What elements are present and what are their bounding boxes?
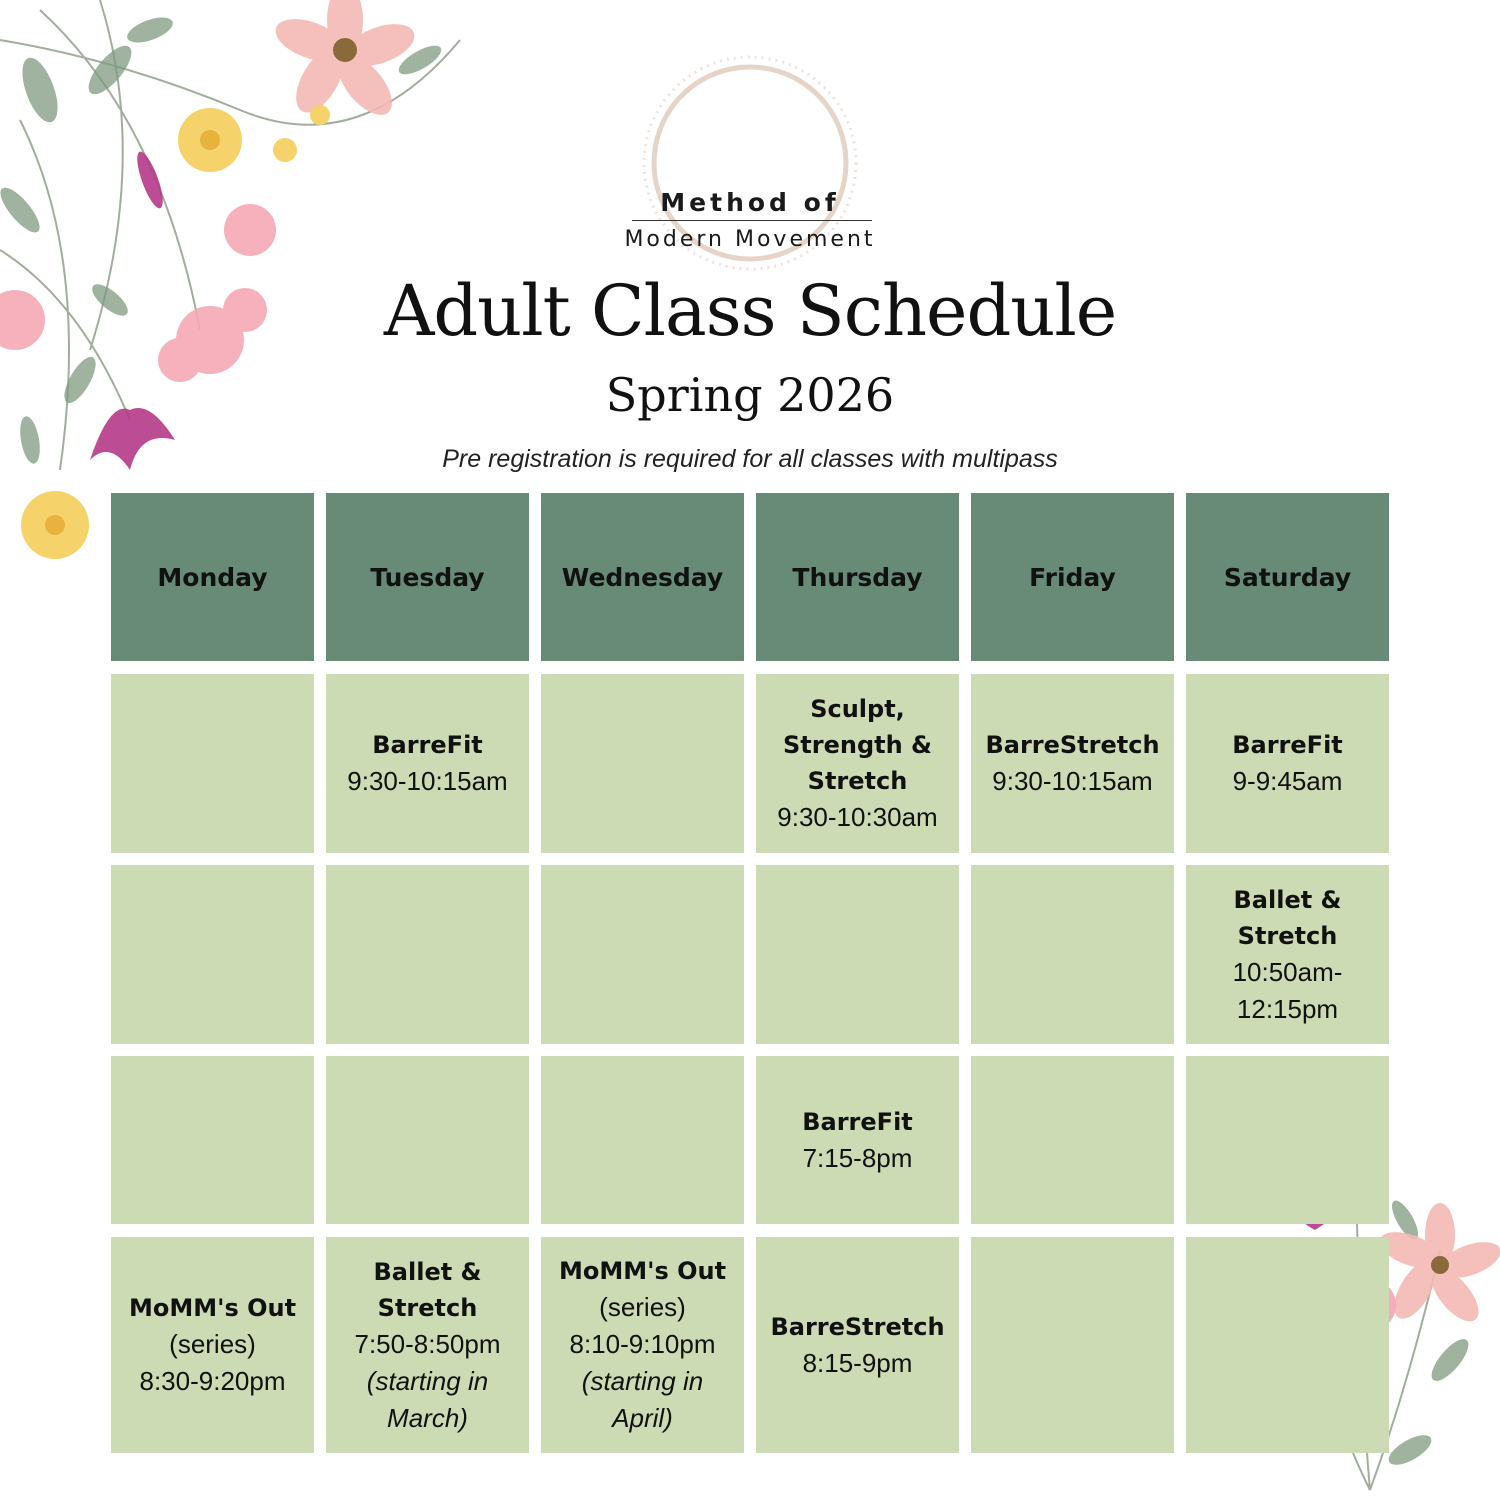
class-time: 9:30-10:15am xyxy=(347,766,508,796)
class-time: (series) xyxy=(169,1329,256,1359)
schedule-cell xyxy=(541,1237,744,1453)
class-note: (starting in xyxy=(366,1365,489,1396)
class-name: BarreFit xyxy=(372,731,483,759)
class-name: BarreFit xyxy=(802,1107,913,1136)
schedule-cell xyxy=(111,1237,314,1453)
schedule-cell xyxy=(1186,865,1389,1044)
class-name: BarreStretch xyxy=(985,731,1160,759)
schedule-cell xyxy=(756,1056,959,1224)
day-header-thursday xyxy=(756,493,959,661)
class-time: (series) xyxy=(599,1292,686,1322)
class-note: March) xyxy=(387,1402,468,1433)
schedule-cell xyxy=(326,1237,529,1453)
class-time: 7:15-8pm xyxy=(802,1142,913,1173)
day-header-label: Friday xyxy=(1029,562,1116,592)
schedule-cell xyxy=(326,1056,529,1224)
class-name: BarreFit xyxy=(1232,731,1343,759)
class-name: Ballet & xyxy=(373,1257,482,1286)
day-header-wednesday xyxy=(541,493,744,661)
schedule-cell xyxy=(756,674,959,853)
schedule-cell xyxy=(971,1056,1174,1224)
class-name: Stretch xyxy=(377,1293,478,1322)
class-time: 12:15pm xyxy=(1236,993,1339,1024)
schedule-cell xyxy=(756,1237,959,1453)
class-time: 8:15-9pm xyxy=(802,1347,913,1378)
schedule-cell xyxy=(111,865,314,1044)
class-name: MoMM's Out xyxy=(558,1257,727,1285)
schedule-cell xyxy=(541,865,744,1044)
class-time: 9:30-10:30am xyxy=(777,802,938,832)
class-time: 8:10-9:10pm xyxy=(569,1329,716,1359)
page-subtitle: Spring 2026 xyxy=(605,368,895,422)
schedule-cell xyxy=(111,674,314,853)
class-time: 9-9:45am xyxy=(1232,766,1343,796)
class-name: Strength & xyxy=(783,731,932,759)
day-header-tuesday xyxy=(326,493,529,661)
day-header-saturday xyxy=(1186,493,1389,661)
schedule-cell xyxy=(541,674,744,853)
schedule-cell xyxy=(111,1056,314,1224)
class-time: 8:30-9:20pm xyxy=(139,1366,286,1396)
class-name: BarreStretch xyxy=(770,1312,945,1341)
schedule-cell xyxy=(326,674,529,853)
day-header-label: Thursday xyxy=(792,562,923,592)
schedule-cell xyxy=(1186,674,1389,853)
day-header-label: Monday xyxy=(157,562,268,592)
day-header-friday xyxy=(971,493,1174,661)
class-name: Stretch xyxy=(807,767,908,795)
class-time: 7:50-8:50pm xyxy=(354,1328,501,1359)
day-header-label: Tuesday xyxy=(370,562,485,592)
class-name: MoMM's Out xyxy=(128,1294,297,1322)
class-time: 9:30-10:15am xyxy=(992,766,1153,796)
day-header-label: Saturday xyxy=(1223,562,1352,592)
schedule-cell xyxy=(971,865,1174,1044)
logo-text-line2: Modern Movement xyxy=(624,227,876,252)
schedule-grid xyxy=(111,493,1389,1453)
class-name: Stretch xyxy=(1237,921,1338,950)
class-name: Sculpt, xyxy=(810,695,905,723)
page-title: Adult Class Schedule xyxy=(383,270,1117,352)
schedule-cell xyxy=(971,674,1174,853)
schedule-cell xyxy=(326,865,529,1044)
logo xyxy=(600,55,900,275)
class-note: (starting in xyxy=(581,1366,704,1396)
logo-divider xyxy=(632,220,872,221)
class-time: 10:50am- xyxy=(1232,956,1343,987)
schedule-cell xyxy=(1186,1056,1389,1224)
day-header-monday xyxy=(111,493,314,661)
schedule-cell xyxy=(541,1056,744,1224)
logo-text-line1: Method of xyxy=(660,188,840,217)
registration-note: Pre registration is required for all classes with multipass xyxy=(442,445,1058,473)
schedule-cell xyxy=(756,865,959,1044)
class-name: Ballet & xyxy=(1233,885,1342,914)
day-header-label: Wednesday xyxy=(561,562,724,592)
class-note: April) xyxy=(612,1403,673,1433)
schedule-cell xyxy=(971,1237,1174,1453)
schedule-cell xyxy=(1186,1237,1389,1453)
